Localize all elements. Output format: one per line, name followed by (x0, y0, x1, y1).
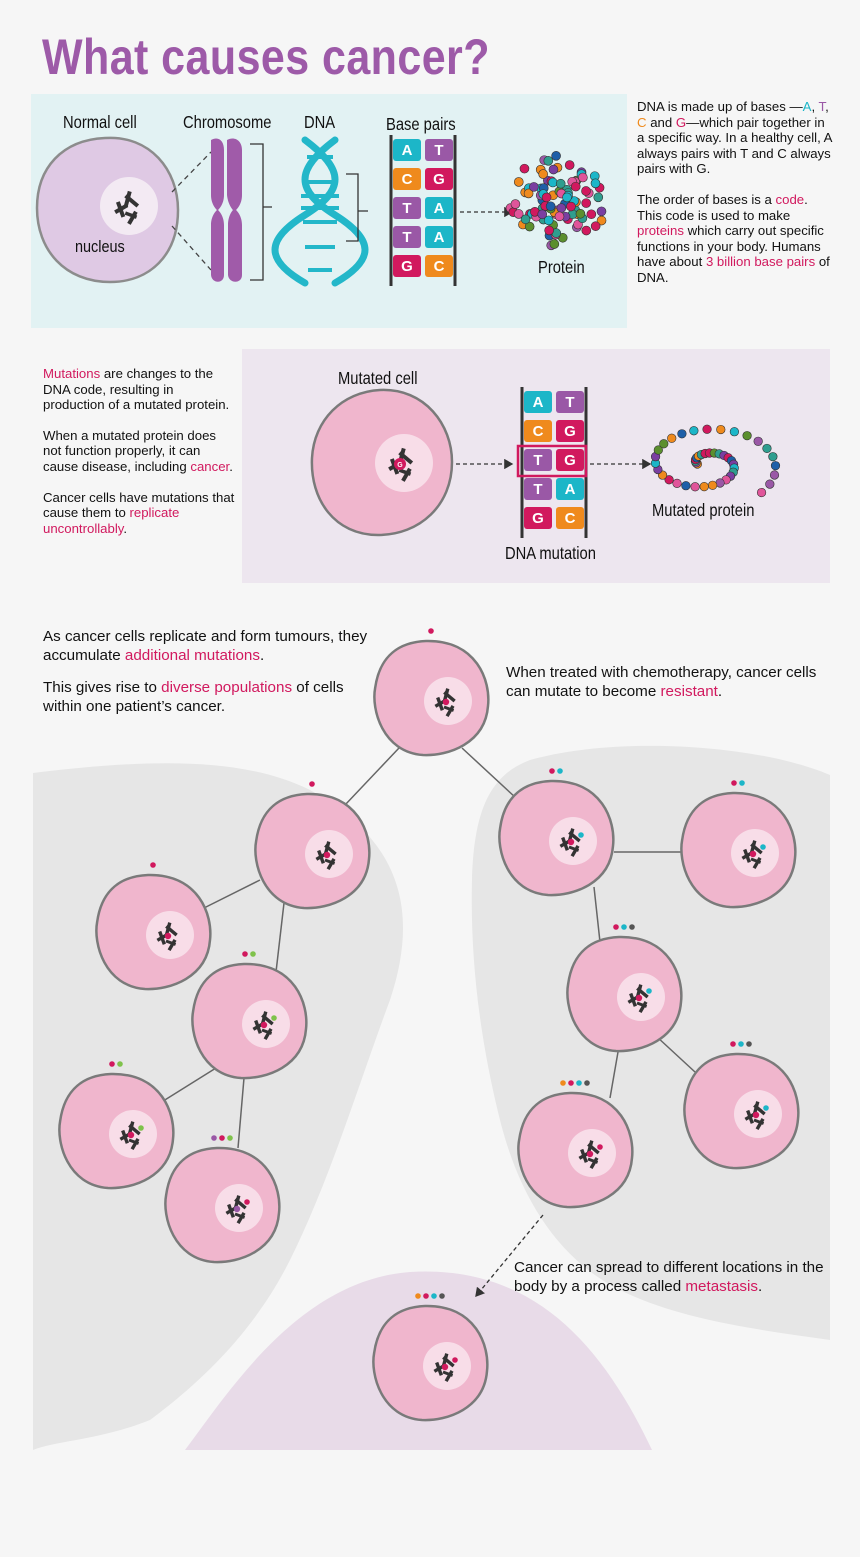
base-letter: G (564, 423, 576, 440)
evolution-text: As cancer cells replicate and form tumours, they accumulate additional mutations. This gives rise to diverse populations of cells within one patient’s cancer. (43, 628, 368, 715)
base-letter: A (433, 200, 445, 217)
base-letter: T (533, 452, 543, 469)
protein-blob (506, 151, 606, 250)
dna-intro-text: DNA is made up of bases —A, T, C and G—which pair together in a specific way. In a healthy cell, A always pairs with T and C always pairs with G. The order of bases is a code. This code is used to make proteins which carry out specific functions in your body. Humans have about 3 billion base pairs of DNA. (637, 99, 832, 285)
base-letter: G (433, 171, 445, 188)
base-letter: T (533, 481, 543, 498)
base-letter: A (433, 229, 445, 246)
page-title: What causes cancer? (42, 29, 490, 85)
dna-helix (275, 140, 365, 283)
base-letter: G (532, 510, 544, 527)
protein-label: Protein (538, 257, 585, 278)
base-letter: T (402, 200, 412, 217)
base-letter: C (564, 510, 576, 527)
dna-mutation-label: DNA mutation (505, 543, 596, 564)
mutated-protein-label: Mutated protein (652, 500, 755, 521)
base-letter: A (564, 481, 576, 498)
metastasis-text: Cancer can spread to different locations in the body by a process called metastasis. (514, 1259, 824, 1295)
base-letter: G (564, 452, 576, 469)
mutated-base-pair-ladder (522, 387, 586, 538)
base-pair-ladder (391, 135, 455, 286)
base-letter: T (565, 394, 575, 411)
chromosome-label: Chromosome (183, 112, 272, 133)
mutated-cell-label: Mutated cell (338, 368, 418, 389)
base-letter: C (401, 171, 413, 188)
chromosome-shape (211, 138, 242, 281)
base-letter: T (402, 229, 412, 246)
nucleus (100, 177, 158, 235)
base-letter: A (401, 142, 413, 159)
nucleus-label: nucleus (75, 237, 125, 257)
cancer-cell (374, 628, 488, 755)
base-letter: G (401, 258, 413, 275)
dna-label: DNA (304, 112, 336, 133)
mutated-protein-blob (651, 425, 780, 497)
base-letter: C (433, 258, 445, 275)
mutations-text: Mutations are changes to the DNA code, resulting in production of a mutated protein. When a mutated protein does not function properly, it can cause disease, including cancer. Cancer cells have mutations that cause them to replicate uncontrollably. (43, 366, 235, 536)
base-letter: T (434, 142, 444, 159)
normal-cell-label: Normal cell (63, 112, 137, 133)
base-letter: A (532, 394, 544, 411)
base-letter: C (532, 423, 544, 440)
chemo-text: When treated with chemotherapy, cancer cells can mutate to become resistant. (506, 664, 817, 700)
mutation-marker-letter: G (397, 462, 403, 469)
base-pairs-label: Base pairs (386, 114, 456, 135)
